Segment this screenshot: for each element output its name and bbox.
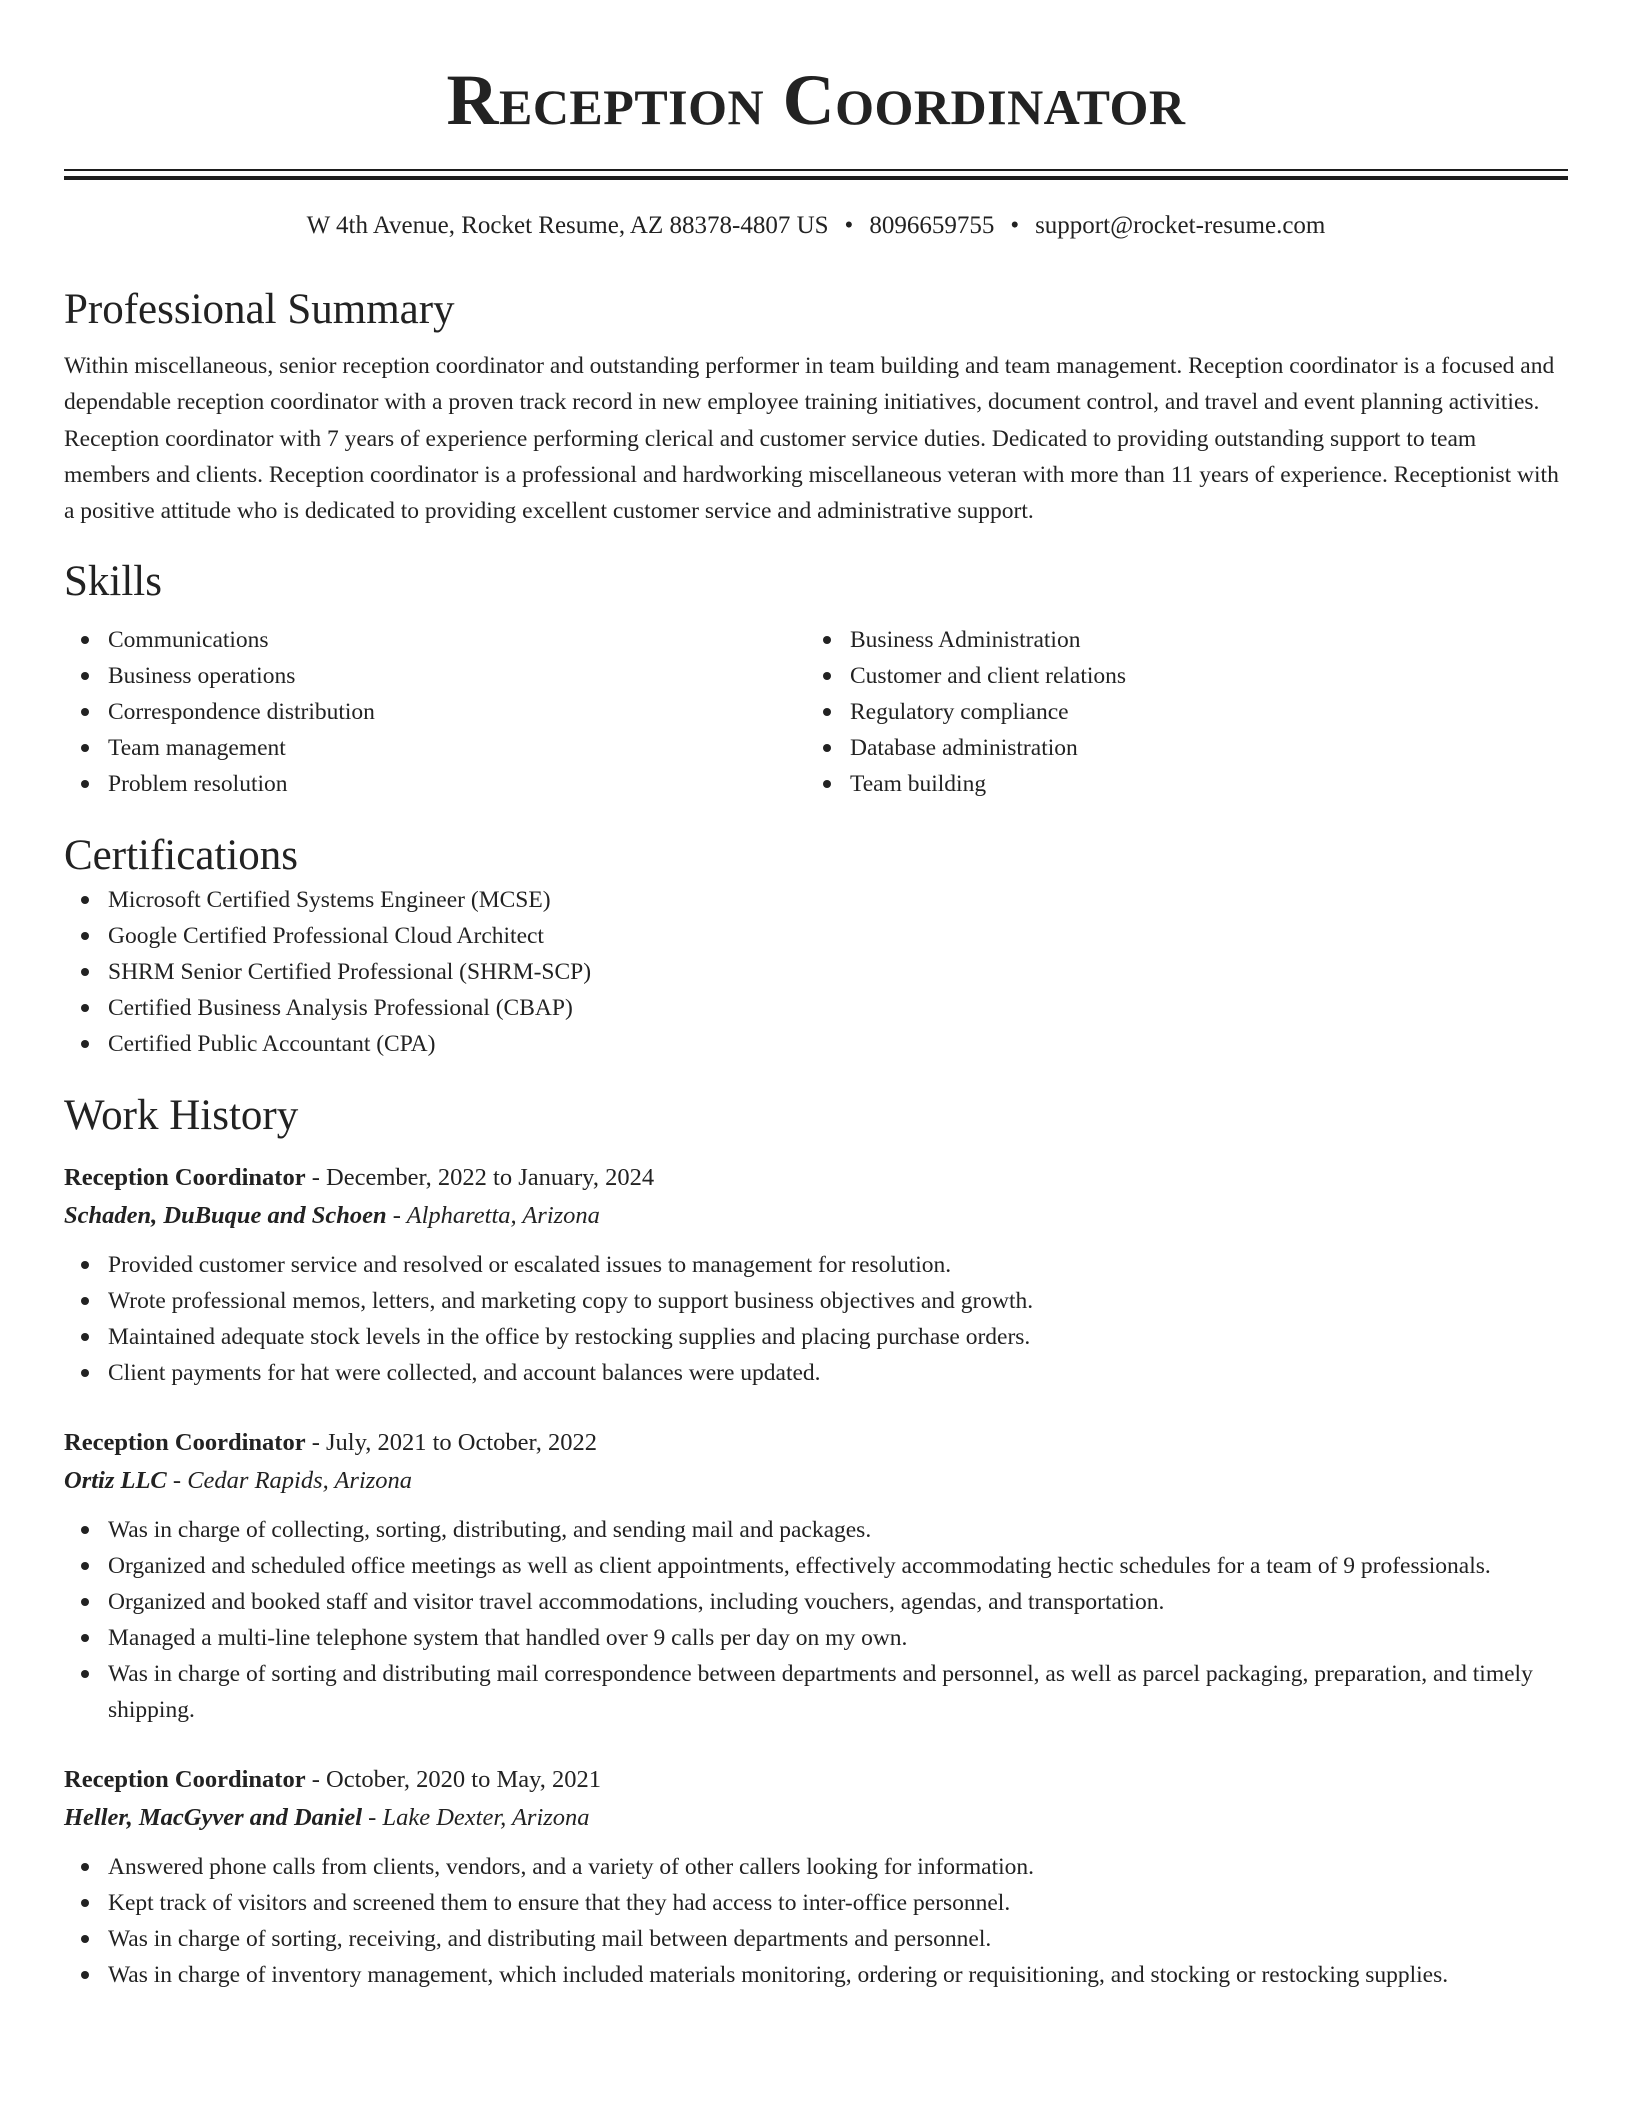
job-duty: Was in charge of sorting, receiving, and distributing mail between departments and personnel. xyxy=(64,1921,1568,1957)
certification-item: Microsoft Certified Systems Engineer (MCSE) xyxy=(64,882,1568,918)
summary-heading: Professional Summary xyxy=(64,286,455,333)
job-entry xyxy=(64,1424,1568,1728)
job-duty: Provided customer service and resolved or escalated issues to management for resolution. xyxy=(64,1247,1568,1283)
contact-separator: • xyxy=(1010,212,1020,239)
job-duty: Was in charge of sorting and distributing mail correspondence between departments and personnel, as well as parcel packaging, preparation, and timely shipping. xyxy=(64,1656,1568,1728)
contact-address: W 4th Avenue, Rocket Resume, AZ 88378-4807 US xyxy=(306,212,829,239)
company-line xyxy=(64,1197,1568,1235)
skill-item: Database administration xyxy=(806,730,1548,766)
company-location: Lake Dexter, Arizona xyxy=(382,1804,590,1832)
certification-item: Certified Public Accountant (CPA) xyxy=(64,1026,1568,1062)
company-line xyxy=(64,1799,1568,1837)
dash-separator: - xyxy=(386,1202,407,1230)
job-dates: July, 2021 to October, 2022 xyxy=(326,1429,597,1457)
company-location: Alpharetta, Arizona xyxy=(406,1202,600,1230)
dash-separator: - xyxy=(305,1164,326,1192)
job-duties-list xyxy=(64,1512,1568,1728)
dash-separator: - xyxy=(166,1467,188,1495)
job-role: Reception Coordinator xyxy=(64,1164,306,1192)
contact-line xyxy=(64,210,1568,242)
company-name: Ortiz LLC xyxy=(64,1467,167,1495)
job-dates: December, 2022 to January, 2024 xyxy=(326,1164,655,1192)
company-location: Cedar Rapids, Arizona xyxy=(187,1467,413,1495)
job-duty: Managed a multi-line telephone system that handled over 9 calls per day on my own. xyxy=(64,1620,1568,1656)
job-duty: Kept track of visitors and screened them to ensure that they had access to inter-office personnel. xyxy=(64,1885,1568,1921)
resume-title: Reception Coordinator xyxy=(446,60,1186,140)
skill-item: Customer and client relations xyxy=(806,658,1548,694)
dash-separator: - xyxy=(305,1429,326,1457)
certification-item: Certified Business Analysis Professional (CBAP) xyxy=(64,990,1568,1026)
job-role: Reception Coordinator xyxy=(64,1429,306,1457)
certification-item: Google Certified Professional Cloud Architect xyxy=(64,918,1568,954)
job-dates: October, 2020 to May, 2021 xyxy=(326,1766,602,1794)
skill-item: Business operations xyxy=(64,658,806,694)
job-title-line xyxy=(64,1424,1568,1462)
dash-separator: - xyxy=(362,1804,383,1832)
contact-email: support@rocket-resume.com xyxy=(1035,212,1326,239)
skills-list-left xyxy=(64,622,806,802)
skill-item: Communications xyxy=(64,622,806,658)
certifications-list xyxy=(64,882,1568,1062)
job-entry xyxy=(64,1761,1568,1993)
skill-item: Regulatory compliance xyxy=(806,694,1548,730)
company-line xyxy=(64,1462,1568,1500)
skill-item: Business Administration xyxy=(806,622,1548,658)
skill-item: Problem resolution xyxy=(64,766,806,802)
job-entry xyxy=(64,1159,1568,1391)
company-name: Schaden, DuBuque and Schoen xyxy=(64,1202,387,1230)
skills-grid xyxy=(64,622,1568,802)
job-duty: Was in charge of inventory management, which included materials monitoring, ordering or requisitioning, and stocking or restocking supplies. xyxy=(64,1957,1568,1993)
job-role: Reception Coordinator xyxy=(64,1766,306,1794)
job-duty: Maintained adequate stock levels in the office by restocking supplies and placing purchase orders. xyxy=(64,1319,1568,1355)
summary-text: Within miscellaneous, senior reception coordinator and outstanding performer in team building and team management. Reception coordinator is a focused and dependable reception coordinator with a proven track record in new employee training initiatives, document control, and travel and event planning activities. Reception coordinator with 7 years of experience performing clerical and customer service duties. Dedicated to providing outstanding support to team members and clients. Reception coordinator is a professional and hardworking miscellaneous veteran with more than 11 years of experience. Receptionist with a positive attitude who is dedicated to providing excellent customer service and administrative support. xyxy=(64,353,1559,525)
company-name: Heller, MacGyver and Daniel xyxy=(64,1804,363,1832)
job-duty: Organized and scheduled office meetings as well as client appointments, effectively accommodating hectic schedules for a team of 9 professionals. xyxy=(64,1548,1568,1584)
skill-item: Correspondence distribution xyxy=(64,694,806,730)
title-divider xyxy=(64,169,1568,180)
work-history-heading: Work History xyxy=(64,1092,299,1140)
job-duty: Wrote professional memos, letters, and marketing copy to support business objectives and growth. xyxy=(64,1283,1568,1319)
job-duties-list xyxy=(64,1247,1568,1391)
job-duty: Client payments for hat were collected, and account balances were updated. xyxy=(64,1355,1568,1391)
skills-heading: Skills xyxy=(64,558,162,606)
job-duty: Organized and booked staff and visitor travel accommodations, including vouchers, agendas, and transportation. xyxy=(64,1584,1568,1620)
certification-item: SHRM Senior Certified Professional (SHRM-SCP) xyxy=(64,954,1568,990)
skill-item: Team management xyxy=(64,730,806,766)
dash-separator: - xyxy=(305,1766,326,1794)
job-duty: Was in charge of collecting, sorting, distributing, and sending mail and packages. xyxy=(64,1512,1568,1548)
job-duties-list xyxy=(64,1849,1568,1993)
job-title-line xyxy=(64,1159,1568,1197)
job-duty: Answered phone calls from clients, vendors, and a variety of other callers looking for information. xyxy=(64,1849,1568,1885)
job-title-line xyxy=(64,1761,1568,1799)
contact-separator: • xyxy=(844,212,854,239)
skills-list-right xyxy=(806,622,1548,802)
skill-item: Team building xyxy=(806,766,1548,802)
contact-phone: 8096659755 xyxy=(869,212,995,239)
certifications-heading: Certifications xyxy=(64,832,299,880)
